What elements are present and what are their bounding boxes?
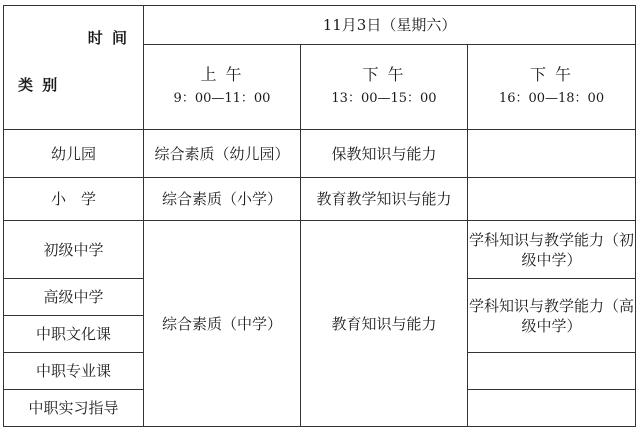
slot-name: 下 午 bbox=[362, 65, 406, 84]
time-header-label: 时 间 bbox=[87, 29, 129, 47]
subject-cell: 学科知识与教学能力（高级中学） bbox=[468, 279, 636, 353]
category-primary: 小 学 bbox=[4, 178, 144, 221]
category-vocational-culture: 中职文化课 bbox=[4, 316, 144, 353]
corner-header-cell bbox=[4, 6, 144, 130]
empty-cell bbox=[468, 130, 636, 178]
category-junior-high: 初级中学 bbox=[4, 221, 144, 279]
subject-cell: 综合素质（幼儿园） bbox=[144, 130, 301, 178]
slot-time: 13：00—15：00 bbox=[331, 91, 437, 106]
date-header: 11月3日（星期六） bbox=[144, 6, 636, 45]
slot-header-afternoon-2 bbox=[468, 45, 636, 130]
subject-cell: 保教知识与能力 bbox=[301, 130, 468, 178]
slot-time: 9：00—11：00 bbox=[173, 91, 271, 106]
subject-cell: 综合素质（小学） bbox=[144, 178, 301, 221]
subject-cell-merged: 综合素质（中学） bbox=[144, 221, 301, 427]
category-senior-high: 高级中学 bbox=[4, 279, 144, 316]
subject-cell: 教育教学知识与能力 bbox=[301, 178, 468, 221]
slot-name: 上 午 bbox=[200, 65, 244, 84]
slot-header-morning bbox=[144, 45, 301, 130]
empty-cell bbox=[468, 390, 636, 427]
slot-header-afternoon-1 bbox=[301, 45, 468, 130]
slot-time: 16：00—18：00 bbox=[498, 91, 605, 106]
exam-schedule-table bbox=[3, 5, 636, 427]
subject-cell: 学科知识与教学能力（初级中学） bbox=[468, 221, 636, 279]
category-vocational-practice: 中职实习指导 bbox=[4, 390, 144, 427]
empty-cell bbox=[468, 353, 636, 390]
empty-cell bbox=[468, 178, 636, 221]
slot-name: 下 午 bbox=[529, 65, 574, 84]
subject-cell-merged: 教育知识与能力 bbox=[301, 221, 468, 427]
category-vocational-professional: 中职专业课 bbox=[4, 353, 144, 390]
category-header-label: 类 别 bbox=[18, 76, 60, 94]
category-kindergarten: 幼儿园 bbox=[4, 130, 144, 178]
